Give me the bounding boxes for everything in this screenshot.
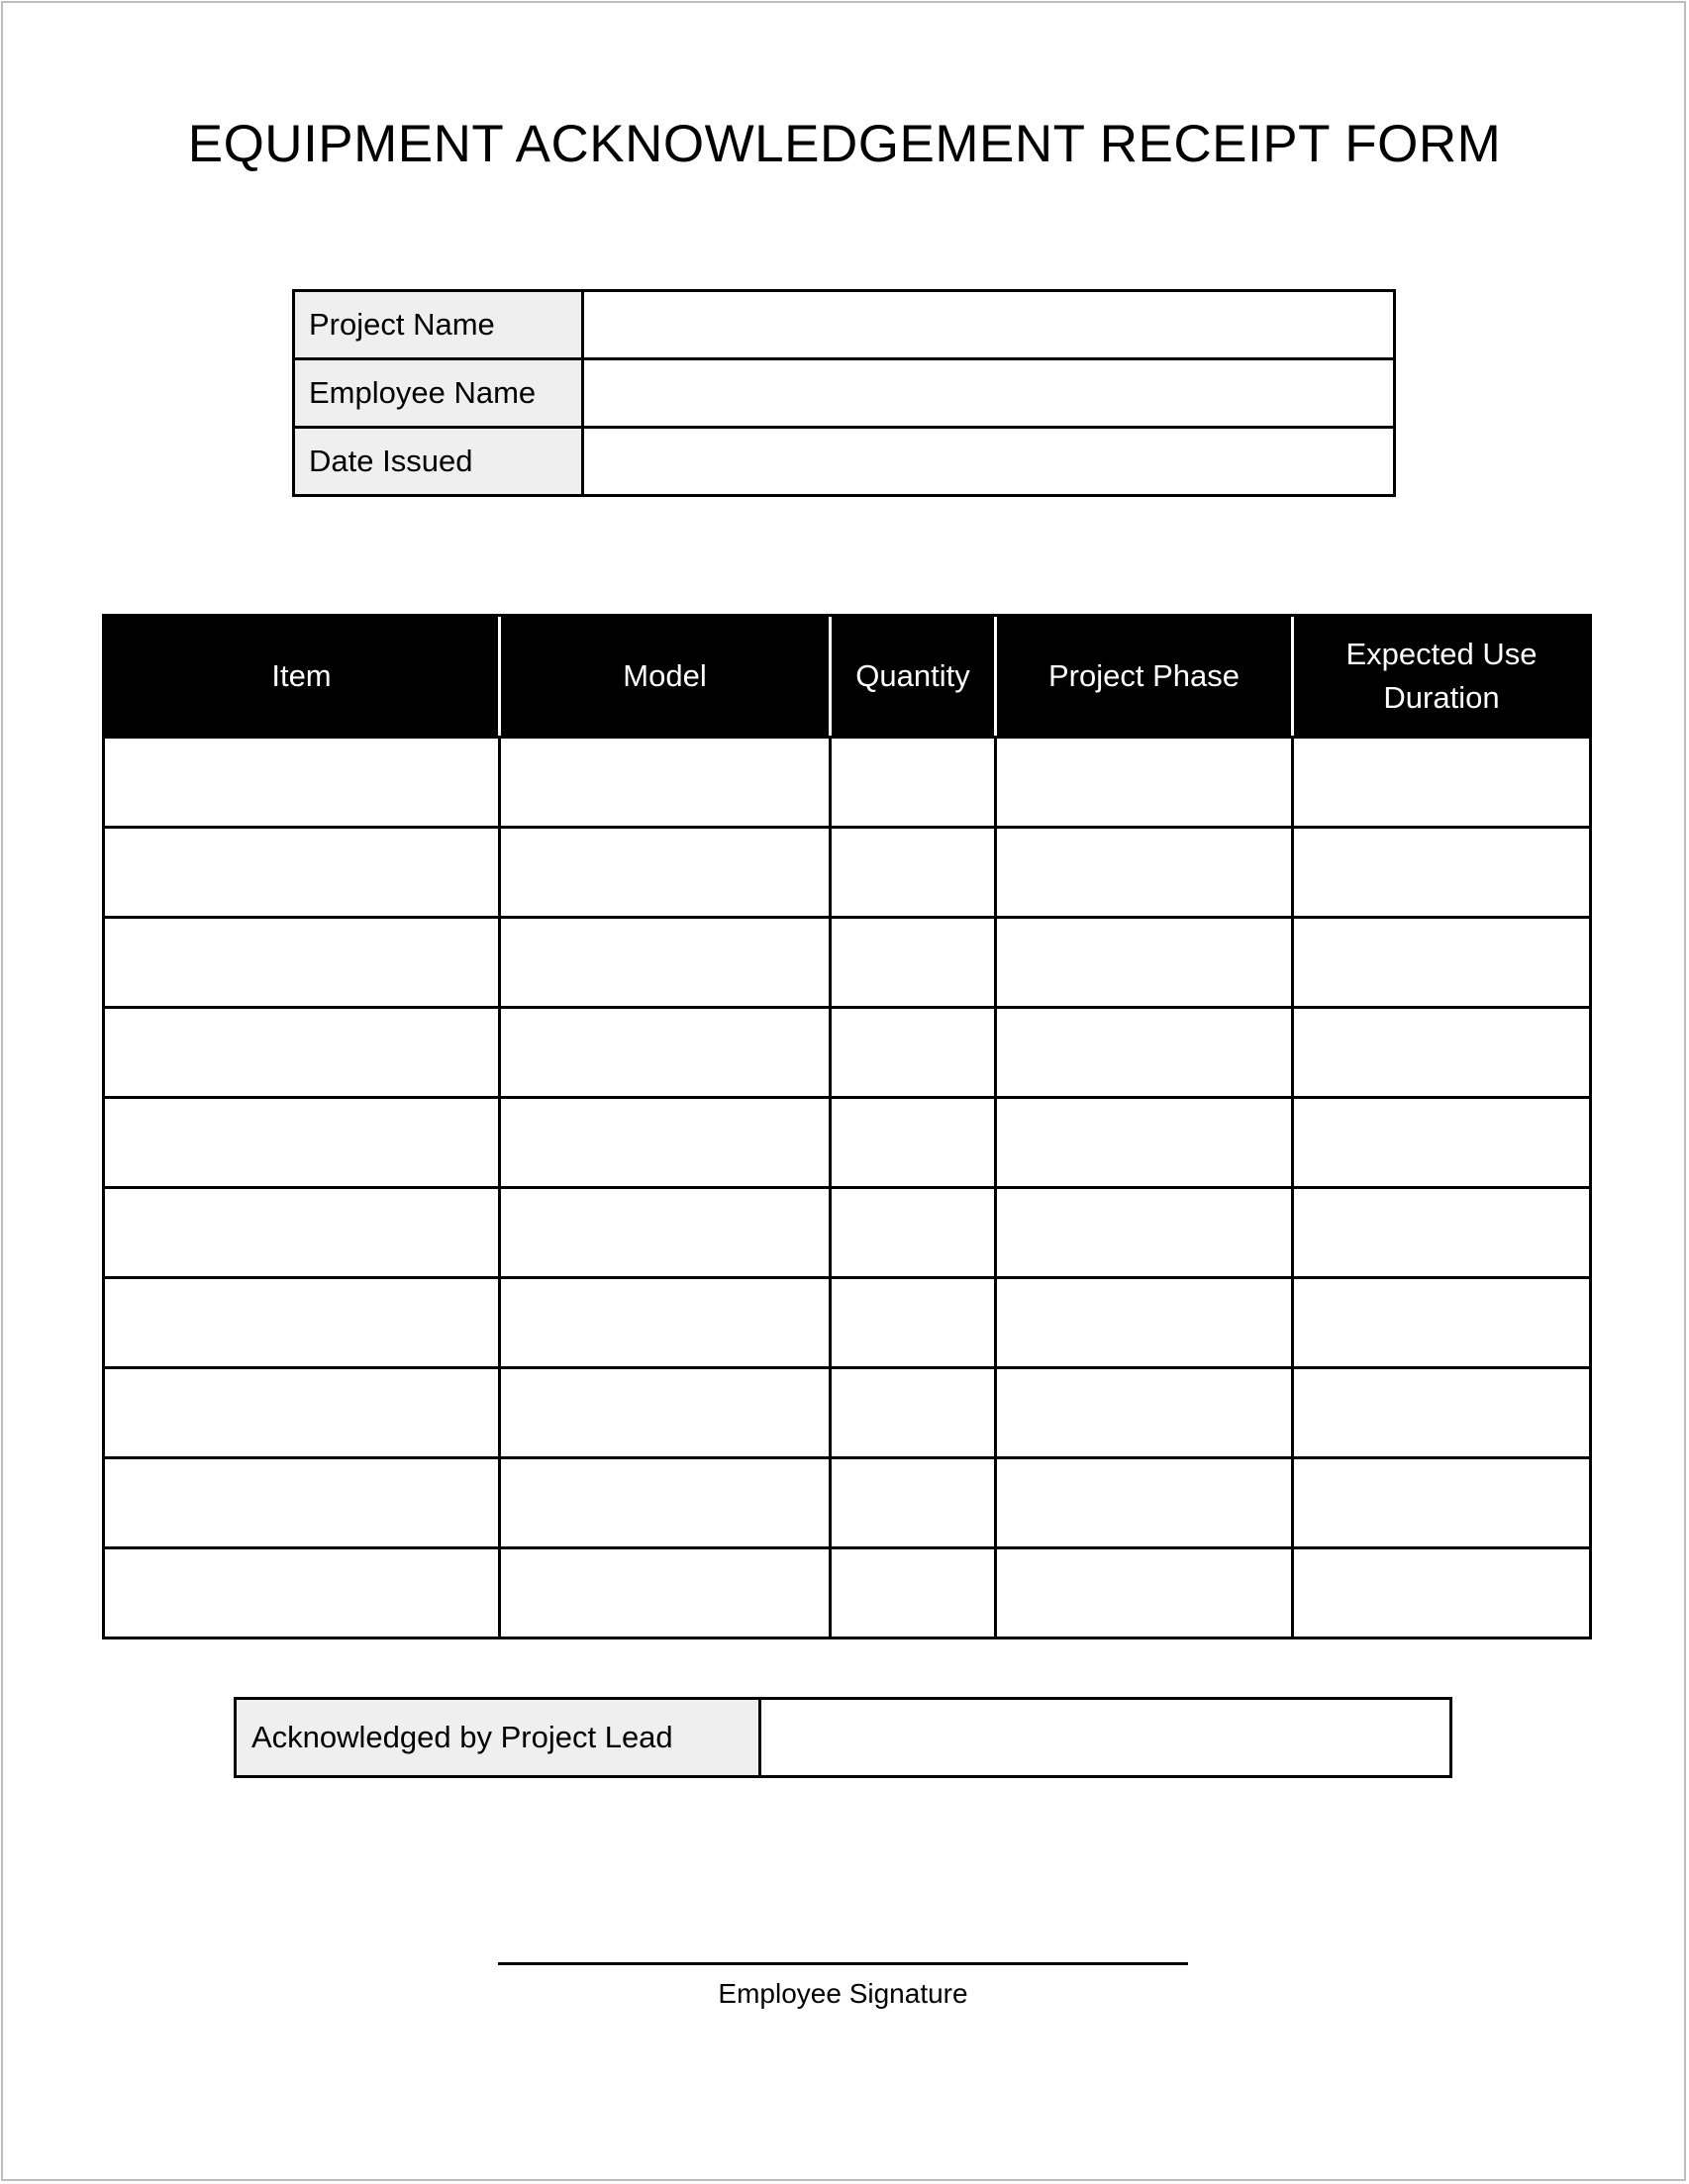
date-issued-field[interactable] xyxy=(583,428,1395,496)
info-row-date-issued xyxy=(294,428,1395,496)
item-cell[interactable] xyxy=(104,1278,500,1368)
quantity-cell[interactable] xyxy=(831,1278,996,1368)
signature-line[interactable] xyxy=(498,1962,1188,1965)
model-cell[interactable] xyxy=(500,1278,831,1368)
expected-use-duration-cell[interactable] xyxy=(1293,1008,1591,1098)
acknowledged-by-field[interactable] xyxy=(760,1699,1451,1777)
acknowledged-by-label: Acknowledged by Project Lead xyxy=(236,1699,760,1777)
model-cell[interactable] xyxy=(500,828,831,918)
expected-use-duration-cell[interactable] xyxy=(1293,1548,1591,1638)
info-row-project-name xyxy=(294,291,1395,359)
item-cell[interactable] xyxy=(104,1548,500,1638)
equipment-table-header xyxy=(104,616,1591,738)
item-cell[interactable] xyxy=(104,1368,500,1458)
expected-use-duration-cell[interactable] xyxy=(1293,1098,1591,1188)
quantity-cell[interactable] xyxy=(831,1458,996,1548)
model-cell[interactable] xyxy=(500,1548,831,1638)
item-cell[interactable] xyxy=(104,738,500,828)
quantity-cell[interactable] xyxy=(831,828,996,918)
project-phase-cell[interactable] xyxy=(996,1458,1293,1548)
item-cell[interactable] xyxy=(104,1458,500,1548)
expected-use-duration-cell[interactable] xyxy=(1293,1458,1591,1548)
table-row xyxy=(104,1548,1591,1638)
quantity-cell[interactable] xyxy=(831,1548,996,1638)
table-row xyxy=(104,918,1591,1008)
model-cell[interactable] xyxy=(500,1458,831,1548)
table-row xyxy=(104,738,1591,828)
form-title: EQUIPMENT ACKNOWLEDGEMENT RECEIPT FORM xyxy=(187,115,1502,173)
expected-use-duration-cell[interactable] xyxy=(1293,918,1591,1008)
project-name-field[interactable] xyxy=(583,291,1395,359)
quantity-cell[interactable] xyxy=(831,918,996,1008)
equipment-table xyxy=(102,614,1592,1639)
table-row xyxy=(104,1188,1591,1278)
model-cell[interactable] xyxy=(500,738,831,828)
project-phase-cell[interactable] xyxy=(996,1278,1293,1368)
project-phase-cell[interactable] xyxy=(996,1008,1293,1098)
project-info-table xyxy=(292,289,1396,497)
quantity-cell[interactable] xyxy=(831,738,996,828)
header-expected-use-line2: Duration xyxy=(1383,680,1500,715)
table-row xyxy=(104,1458,1591,1548)
table-row xyxy=(104,1008,1591,1098)
project-phase-cell[interactable] xyxy=(996,1368,1293,1458)
model-cell[interactable] xyxy=(500,1098,831,1188)
expected-use-duration-cell[interactable] xyxy=(1293,1278,1591,1368)
quantity-cell[interactable] xyxy=(831,1188,996,1278)
project-phase-cell[interactable] xyxy=(996,738,1293,828)
project-phase-cell[interactable] xyxy=(996,1188,1293,1278)
table-row xyxy=(104,1368,1591,1458)
model-cell[interactable] xyxy=(500,918,831,1008)
item-cell[interactable] xyxy=(104,1008,500,1098)
project-name-label: Project Name xyxy=(294,291,583,359)
employee-name-field[interactable] xyxy=(583,359,1395,428)
header-expected-use-duration xyxy=(1293,616,1591,738)
model-cell[interactable] xyxy=(500,1188,831,1278)
header-quantity: Quantity xyxy=(831,616,996,738)
date-issued-label: Date Issued xyxy=(294,428,583,496)
header-expected-use-line1: Expected Use xyxy=(1345,637,1538,671)
item-cell[interactable] xyxy=(104,828,500,918)
acknowledgement-row xyxy=(236,1699,1451,1777)
quantity-cell[interactable] xyxy=(831,1098,996,1188)
project-phase-cell[interactable] xyxy=(996,1098,1293,1188)
table-row xyxy=(104,1098,1591,1188)
quantity-cell[interactable] xyxy=(831,1368,996,1458)
model-cell[interactable] xyxy=(500,1008,831,1098)
model-cell[interactable] xyxy=(500,1368,831,1458)
project-phase-cell[interactable] xyxy=(996,1548,1293,1638)
item-cell[interactable] xyxy=(104,918,500,1008)
header-project-phase: Project Phase xyxy=(996,616,1293,738)
table-row xyxy=(104,1278,1591,1368)
expected-use-duration-cell[interactable] xyxy=(1293,738,1591,828)
signature-label: Employee Signature xyxy=(718,1978,968,2009)
header-item: Item xyxy=(104,616,500,738)
expected-use-duration-cell[interactable] xyxy=(1293,1368,1591,1458)
header-model: Model xyxy=(500,616,831,738)
project-phase-cell[interactable] xyxy=(996,918,1293,1008)
expected-use-duration-cell[interactable] xyxy=(1293,828,1591,918)
employee-name-label: Employee Name xyxy=(294,359,583,428)
item-cell[interactable] xyxy=(104,1098,500,1188)
info-row-employee-name xyxy=(294,359,1395,428)
item-cell[interactable] xyxy=(104,1188,500,1278)
quantity-cell[interactable] xyxy=(831,1008,996,1098)
project-phase-cell[interactable] xyxy=(996,828,1293,918)
acknowledgement-table xyxy=(234,1697,1452,1778)
expected-use-duration-cell[interactable] xyxy=(1293,1188,1591,1278)
table-row xyxy=(104,828,1591,918)
